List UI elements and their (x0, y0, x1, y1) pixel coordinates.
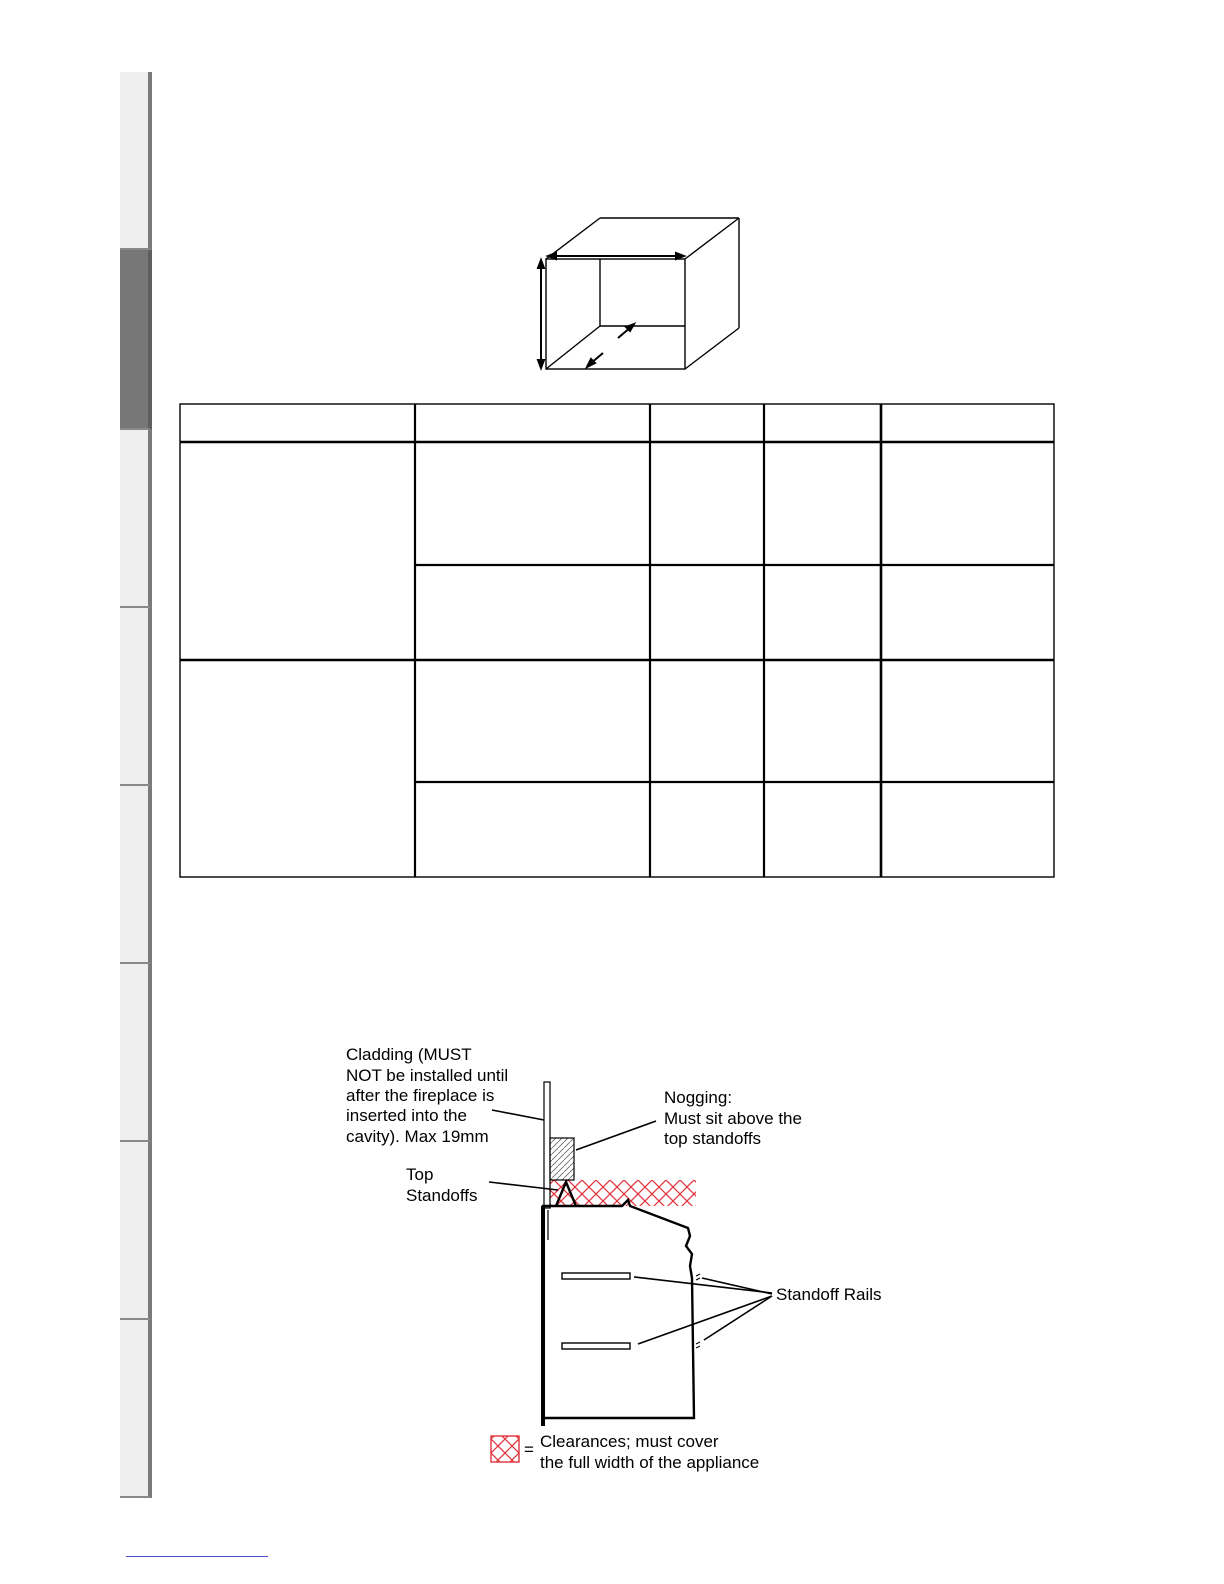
width-arrow (548, 253, 684, 259)
side-tab-7[interactable] (120, 1142, 152, 1320)
top-standoffs-line-1: Top (406, 1165, 434, 1184)
clearance-zone (550, 1180, 696, 1206)
nogging-label-line-3: top standoffs (664, 1129, 762, 1148)
cladding-label-line-2: NOT be installed until (346, 1066, 509, 1085)
cladding-label (346, 1045, 508, 1146)
cladding-label-line-4: inserted into the (346, 1106, 467, 1125)
legend-clearance-swatch (491, 1436, 519, 1462)
side-tab-4[interactable] (120, 608, 152, 786)
cavity-box-diagram (530, 210, 750, 380)
top-standoffs-line-2: Standoffs (406, 1186, 478, 1205)
footer-link[interactable] (126, 1556, 268, 1557)
standoff-rail-upper (562, 1273, 630, 1279)
nogging-block (550, 1138, 574, 1180)
install-diagram (330, 1040, 930, 1480)
appliance-body (543, 1200, 694, 1426)
side-tab-8[interactable] (120, 1320, 152, 1498)
height-arrow (538, 260, 544, 368)
side-tab-2-active[interactable] (120, 250, 152, 430)
legend-text-line-2: the full width of the appliance (540, 1453, 760, 1472)
side-tab-3[interactable] (120, 430, 152, 608)
side-tab-6[interactable] (120, 964, 152, 1142)
cladding-label-line-1: Cladding (MUST (346, 1045, 472, 1064)
side-tab-1[interactable] (120, 72, 152, 250)
nogging-label-line-1: Nogging: (664, 1088, 733, 1107)
side-tab-5[interactable] (120, 786, 152, 964)
cladding-label-line-3: after the fireplace is (346, 1086, 495, 1105)
standoff-rails-label: Standoff Rails (776, 1285, 882, 1304)
nogging-label (664, 1088, 802, 1148)
cladding-label-line-5: cavity). Max 19mm (346, 1127, 489, 1146)
legend-text-line-1: Clearances; must cover (540, 1432, 719, 1451)
nogging-label-line-2: Must sit above the (664, 1109, 802, 1128)
side-tab-strip (120, 72, 152, 1498)
specs-table (178, 402, 1058, 882)
top-standoffs-label (406, 1165, 478, 1205)
legend-equals: = (524, 1440, 534, 1459)
standoff-rail-lower (562, 1343, 630, 1349)
